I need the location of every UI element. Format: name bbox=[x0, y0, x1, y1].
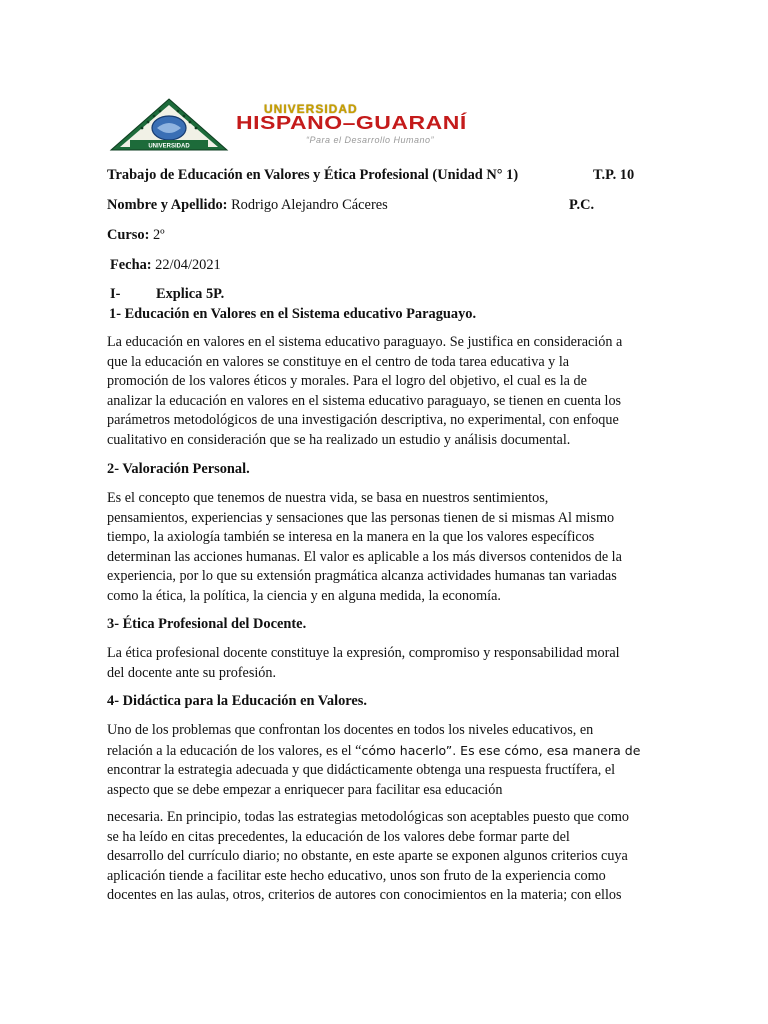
paragraph-line: determinan las acciones humanas. El valor es aplicable a los más diversos contenidos de la bbox=[107, 548, 622, 565]
paragraph-line: parámetros metodológicos de una investigación descriptiva, no experimental, con enfoque bbox=[107, 412, 619, 429]
tp-number: T.P. 10 bbox=[593, 167, 635, 183]
item-1-paragraph bbox=[107, 333, 662, 451]
paragraph-line: como la ética, la política, la ciencia y en alguna medida, la economía. bbox=[107, 587, 501, 604]
name-value: Rodrigo Alejandro Cáceres bbox=[227, 197, 388, 213]
paragraph-line: promoción de los valores éticos y morales. Para el logro del objetivo, el cual es la de bbox=[107, 373, 587, 390]
paragraph-line: se ha leído en citas precedentes, la educación de los valores debe formar parte del bbox=[107, 828, 570, 845]
item-2-heading: 2- Valoración Personal. bbox=[107, 461, 250, 477]
curso-line bbox=[107, 226, 165, 244]
paragraph-line: docentes en las aulas, otros, criterios de autores con conocimientos en la materia; con ellos bbox=[107, 887, 622, 904]
paragraph-line-mixed bbox=[107, 741, 662, 762]
fecha-line bbox=[110, 256, 221, 274]
svg-text:UNIVERSIDAD: UNIVERSIDAD bbox=[148, 143, 190, 150]
paragraph-line: tiempo, la axiología también se interesa en la manera en la que los valores específicos bbox=[107, 529, 595, 546]
paragraph-line: aplicación tiende a facilitar este hecho educativo, unos son fruto de la experiencia como bbox=[107, 867, 606, 884]
paragraph-line: experiencia, por lo que su extensión pragmática alcanza actividades humanas tan variadas bbox=[107, 568, 617, 585]
section-title: Explica 5P. bbox=[156, 286, 225, 302]
mixed-sans-part: cómo hacerlo”. Es ese cómo, esa manera de bbox=[361, 742, 641, 758]
curso-label: Curso: bbox=[107, 227, 150, 243]
pc-label: P.C. bbox=[569, 197, 595, 213]
student-name-line bbox=[107, 196, 388, 214]
paragraph-line: desarrollo del currículo diario; no obstante, en este aparte se exponen algunos criterios cuya bbox=[107, 848, 628, 865]
paragraph-line: analizar la educación en valores en el sistema educativo paraguayo, se tienen en cuenta los bbox=[107, 392, 622, 409]
paragraph-line: encontrar la estrategia adecuada y que didácticamente obtenga una respuesta fructífera, el bbox=[107, 762, 616, 779]
paragraph-line: cualitativo en consideración que se ha realizado un estudio y análisis documental. bbox=[107, 431, 571, 448]
curso-value: 2º bbox=[149, 227, 165, 243]
item-2-paragraph bbox=[107, 489, 662, 607]
fecha-label: Fecha: bbox=[110, 257, 152, 273]
paragraph-line: La educación en valores en el sistema educativo paraguayo. Se justifica en consideración a bbox=[107, 334, 623, 350]
paragraph-line: La ética profesional docente constituye la expresión, compromiso y responsabilidad moral bbox=[107, 645, 620, 661]
university-seal-icon bbox=[108, 98, 230, 154]
item-3-paragraph bbox=[107, 644, 662, 683]
university-tagline: “Para el Desarrollo Humano” bbox=[306, 135, 435, 145]
fecha-value: 22/04/2021 bbox=[151, 257, 221, 273]
item-3-heading: 3- Ética Profesional del Docente. bbox=[107, 616, 307, 632]
paragraph-line: aspecto que se debe empezar a enriquecer para facilitar esa educación bbox=[107, 781, 503, 798]
university-wordmark bbox=[236, 102, 506, 152]
university-wordmark-top: UNIVERSIDAD bbox=[264, 102, 358, 116]
paragraph-line: pensamientos, experiencias y sensaciones que las personas tienen de si mismas Al mismo bbox=[107, 509, 615, 526]
university-logo bbox=[108, 98, 508, 154]
paragraph-line: que la educación en valores se constituye en el centro de toda tarea educativa y la bbox=[107, 353, 570, 370]
name-label: Nombre y Apellido: bbox=[107, 197, 228, 213]
item-4-paragraph-continued bbox=[107, 808, 662, 906]
mixed-serif-part: relación a la educación de los valores, es el “ bbox=[107, 742, 362, 759]
paragraph-line: necesaria. En principio, todas las estrategias metodológicas son aceptables puesto que como bbox=[107, 809, 630, 825]
document-title: Trabajo de Educación en Valores y Ética Profesional (Unidad N° 1) bbox=[107, 167, 519, 183]
section-number: I- bbox=[110, 286, 121, 302]
item-4-paragraph bbox=[107, 721, 662, 800]
paragraph-line: Uno de los problemas que confrontan los docentes en todos los niveles educativos, en bbox=[107, 722, 594, 738]
paragraph-line: del docente ante su profesión. bbox=[107, 664, 277, 681]
item-4-heading: 4- Didáctica para la Educación en Valores. bbox=[107, 693, 367, 709]
paragraph-line: Es el concepto que tenemos de nuestra vida, se basa en nuestros sentimientos, bbox=[107, 490, 549, 506]
university-wordmark-name: HISPANO–GUARANÍ bbox=[236, 112, 467, 134]
item-1-heading: 1- Educación en Valores en el Sistema educativo Paraguayo. bbox=[109, 306, 477, 322]
